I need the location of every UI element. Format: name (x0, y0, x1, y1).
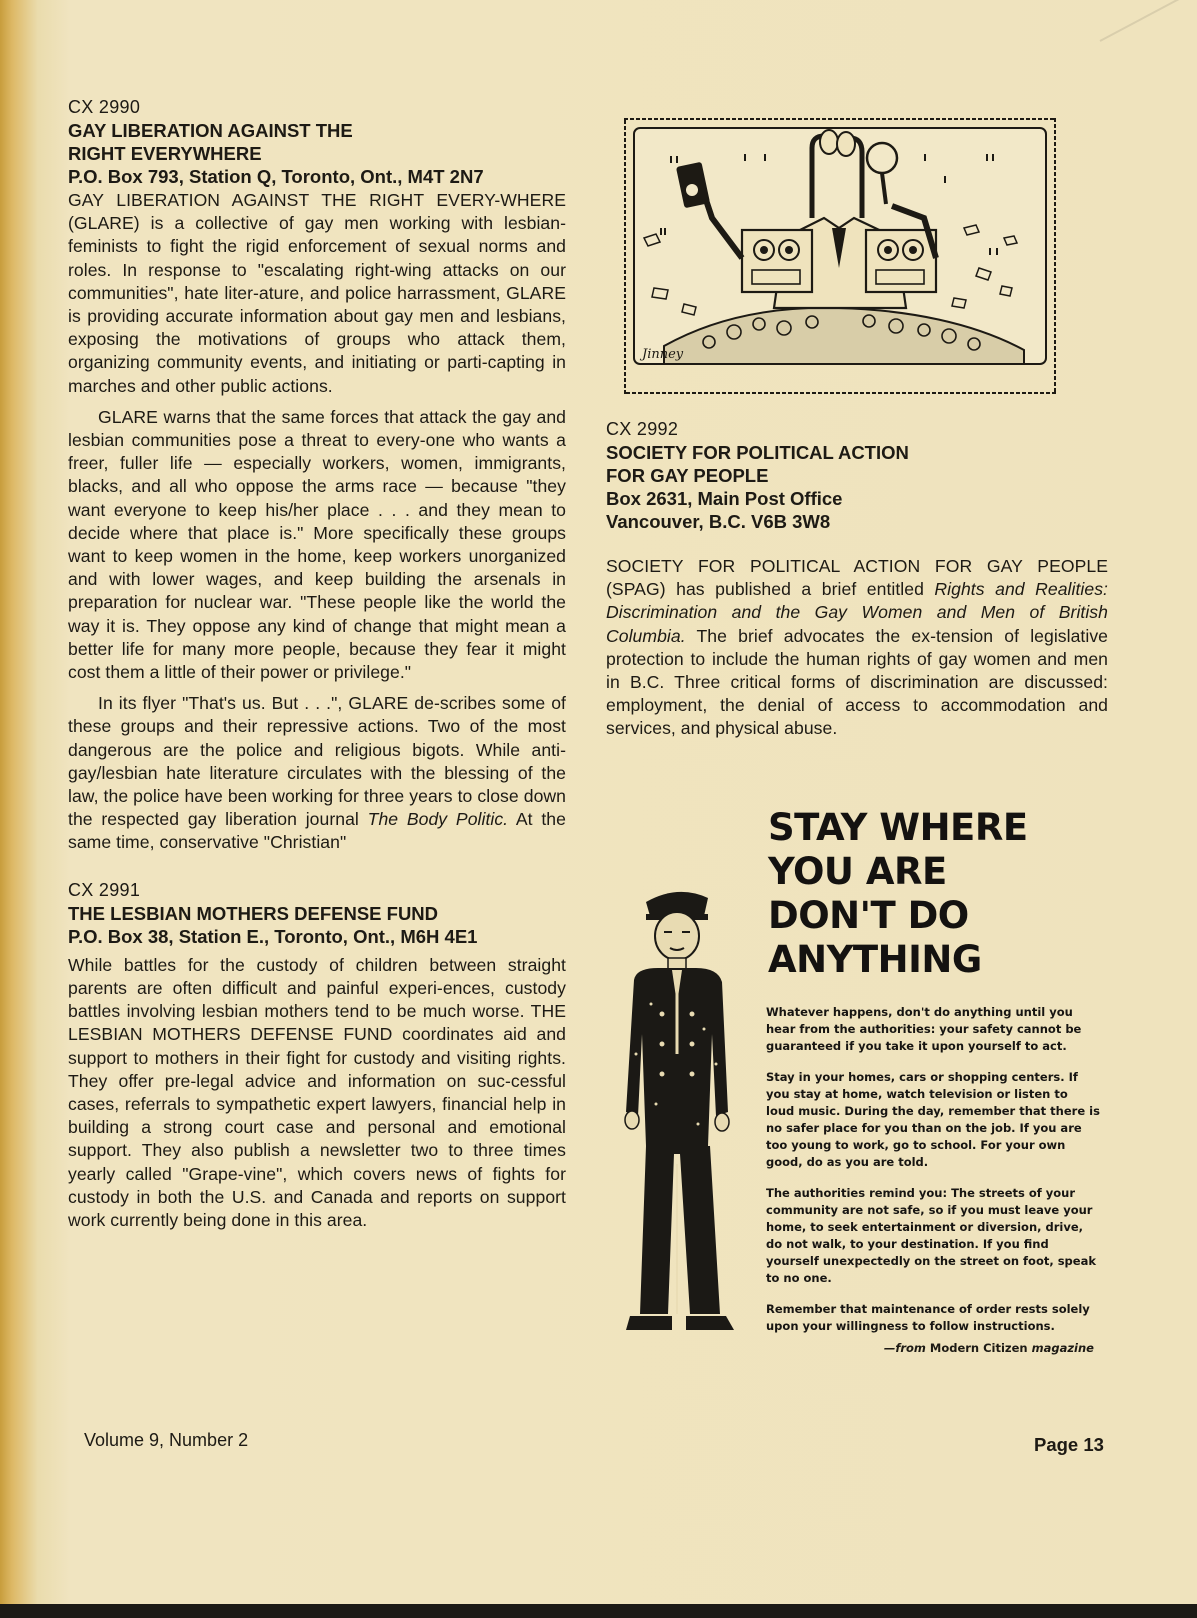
ad-paragraph: Remember that maintenance of order rests solely upon your willingness to follow instructions. (766, 1302, 1090, 1333)
paragraph-text: In its flyer "That's us. But . . .", GLARE de-scribes some of these groups and their repressive actions. Two of the most dangerous are the police and religious bigots. While anti-gay/lesbian hate literature circulates with the blessing of the law, the police have been working for three years to close down the respected gay liberation journal (68, 693, 566, 830)
entry-code: CX 2990 (68, 97, 141, 117)
entry-address-line1: Box 2631, Main Post Office (606, 488, 843, 509)
credit-suffix: magazine (1027, 1341, 1094, 1355)
ad-paragraph: The authorities remind you: The streets of your community are not safe, so if you must leave your home, to seek entertainment or diversion, drive, do not walk, to your destination. If you find yourself unexpectedly on the street on foot, speak to no one. (766, 1186, 1097, 1285)
ad-credit (766, 1341, 1100, 1355)
page-number: Page 13 (1034, 1434, 1104, 1455)
entry-cx2992 (606, 418, 1108, 741)
entry-paragraph: While battles for the custody of children between straight parents are often difficult and painful experi-ences, custody battles involving lesbian mothers tend to be much worse. THE LESBIAN MOTHERS DEFENSE FUND coordinates aid and support to mothers in their fight for custody and visiting rights. They offer pre-legal advice and information on suc-cessful cases, referrals to sympathetic expert lawyers, financial help in building a strong court case and personal and emotional support. They also publish a newsletter two to three times yearly called "Grape-vine", which covers news of fights for custody in both the U.S. and Canada and reports on support work currently being done in this area. (68, 954, 566, 1230)
ad-headline-line: YOU ARE (768, 850, 947, 893)
entry-code: CX 2992 (606, 419, 679, 439)
credit-source: Modern Citizen (929, 1341, 1028, 1355)
left-column (68, 96, 566, 1232)
volume-number: Volume 9, Number 2 (84, 1430, 249, 1450)
entry-cx2991 (68, 879, 566, 1232)
paragraph-text: The brief advocates the ex-tension of legislative protection to include the human rights of gay women and men in B.C. Three critical forms of discrimination are discussed: employment, the denial of access to accommodation and services, and physical abuse. (606, 625, 1108, 739)
right-column (606, 418, 1108, 741)
entry-address: P.O. Box 793, Station Q, Toronto, Ont., M4T 2N7 (68, 166, 484, 187)
ad-body (766, 1004, 1100, 1355)
entry-name-line2: RIGHT EVERYWHERE (68, 143, 262, 164)
ad-headline (768, 806, 1108, 982)
ad-headline-line: DON'T DO (768, 894, 969, 937)
entry-address-line2: Vancouver, B.C. V6B 3W8 (606, 511, 831, 532)
police-officer-illustration (616, 884, 746, 1360)
entry-paragraph: GLARE warns that the same forces that attack the gay and lesbian communities pose a threat to every-one who wants a freer, fuller life — especially workers, women, immigrants, blacks, and all who oppose the arms race — because "they want everyone to keep his/her place . . . and they mean to decide where that place is." More specifically these groups want to keep women in the home, keep workers unorganized and with lower wages, and keep building the arsenals in preparation for nuclear war. "These people like the world the way it is. They oppose any kind of change that might mean a better life for many more people, because they fear it might cost them a little of their power or privilege." (68, 406, 566, 683)
credit-prefix: —from (883, 1341, 930, 1355)
cartoon-illustration (624, 118, 1056, 394)
ad-headline-line: ANYTHING (768, 938, 982, 981)
entry-cx2990 (68, 96, 566, 855)
entry-name-line1: SOCIETY FOR POLITICAL ACTION (606, 442, 909, 463)
page-bottom-edge (0, 1604, 1197, 1618)
brief-title: Rights and Realities: Discrimination and the Gay Women and Men of British Columbia. (606, 579, 1108, 646)
entry-paragraph (606, 555, 1108, 741)
entry-address: P.O. Box 38, Station E., Toronto, Ont., M6H 4E1 (68, 925, 478, 947)
entry-paragraph (68, 692, 566, 854)
ad-paragraph: Whatever happens, don't do anything until you hear from the authorities: your safety cannot be guaranteed if you take it upon yourself to act. (766, 1005, 1082, 1053)
entry-name: THE LESBIAN MOTHERS DEFENSE FUND (68, 902, 439, 924)
entry-paragraph: GAY LIBERATION AGAINST THE RIGHT EVERY-WHERE (GLARE) is a collective of gay men working with lesbian-feminists to fight the rigid enforcement of sexual norms and roles. In response to "escalating right-wing attacks on our communities", hate liter-ature, and police harrassment, GLARE is providing accurate information about gay men and lesbians, exposing the motivations of groups who attack them, organizing community events, and initiating or parti-capting in marches and other public actions. (68, 190, 566, 396)
entry-name-line1: GAY LIBERATION AGAINST THE (68, 120, 353, 141)
ad-paragraph: Stay in your homes, cars or shopping centers. If you stay at home, watch television or listen to loud music. During the day, remember that there is no safer place for you than on the job. If you are too young to work, go to school. For your own good, do as you are told. (766, 1070, 1100, 1169)
ad-headline-line: STAY WHERE (768, 806, 1028, 849)
paragraph-text: At the same time, conservative "Christian" (68, 809, 566, 853)
artist-signature: Jinney (642, 347, 684, 362)
entry-name-line2: FOR GAY PEOPLE (606, 465, 769, 486)
journal-title: The Body Politic. (367, 809, 509, 830)
entry-code: CX 2991 (68, 879, 141, 900)
paragraph-text: SOCIETY FOR POLITICAL ACTION FOR GAY PEOPLE (SPAG) has published a brief entitled (606, 556, 1108, 600)
